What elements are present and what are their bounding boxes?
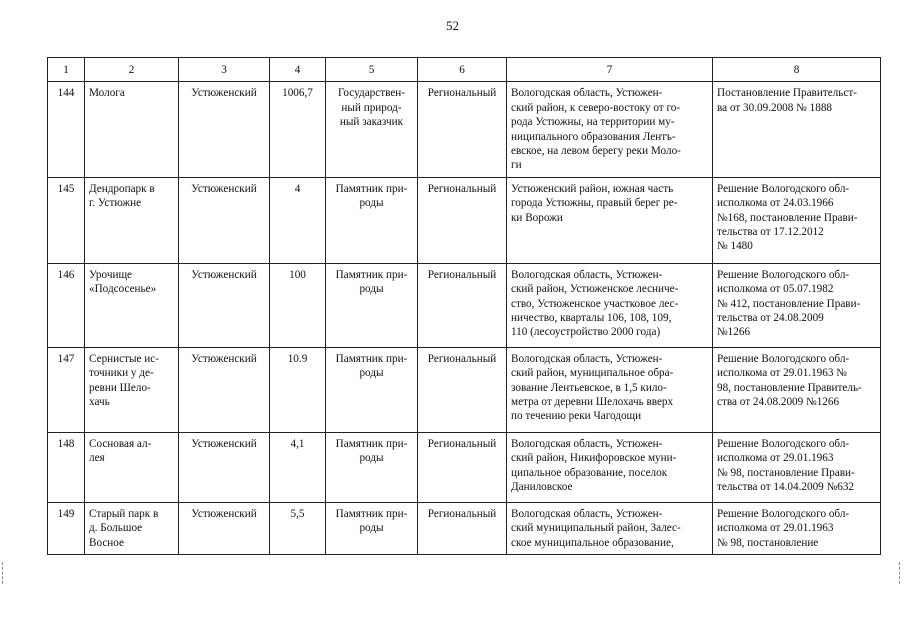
row-number: 144 — [48, 82, 85, 177]
object-name: Сосновая ал- лея — [85, 432, 179, 502]
area: 1006,7 — [270, 82, 326, 177]
table-header-row — [48, 58, 881, 82]
legal-document: Решение Вологодского обл- исполкома от 29.01.1963 № 98, постановление Правитель- ства от 24.08.2009 №1266 — [713, 347, 881, 432]
legal-document: Решение Вологодского обл- исполкома от 29.01.1963 № 98, постановление — [713, 502, 881, 554]
table-row — [48, 263, 881, 347]
table-row — [48, 347, 881, 432]
object-name: Старый парк в д. Большое Восное — [85, 502, 179, 554]
row-number: 147 — [48, 347, 85, 432]
significance: Региональный — [418, 347, 507, 432]
object-name: Сернистые ис- точники у де- ревни Шело- хачь — [85, 347, 179, 432]
category: Памятник при- роды — [326, 177, 418, 263]
significance: Региональный — [418, 177, 507, 263]
row-number: 145 — [48, 177, 85, 263]
object-name: Урочище «Подсосенье» — [85, 263, 179, 347]
column-header: 8 — [713, 58, 881, 82]
column-header: 1 — [48, 58, 85, 82]
column-header: 3 — [179, 58, 270, 82]
category: Памятник при- роды — [326, 432, 418, 502]
area: 5,5 — [270, 502, 326, 554]
district: Устюженский — [179, 347, 270, 432]
area: 100 — [270, 263, 326, 347]
table-row — [48, 177, 881, 263]
column-header: 2 — [85, 58, 179, 82]
location: Вологодская область, Устюжен- ский район, Никифоровское муни- ципальное образование, поселок Даниловское — [507, 432, 713, 502]
protected-areas-table — [47, 57, 881, 555]
object-name: Дендропарк в г. Устюжне — [85, 177, 179, 263]
category: Памятник при- роды — [326, 347, 418, 432]
row-number: 149 — [48, 502, 85, 554]
category: Памятник при- роды — [326, 502, 418, 554]
area: 10.9 — [270, 347, 326, 432]
location: Вологодская область, Устюжен- ский район, муниципальное обра- зование Лентьевское, в 1,5 кило- метра от деревни Шелохачь вверх по течению реки Чагодощи — [507, 347, 713, 432]
scan-edge-mark-left — [2, 562, 5, 584]
district: Устюженский — [179, 432, 270, 502]
district: Устюженский — [179, 82, 270, 177]
scan-edge-mark-right — [899, 562, 902, 584]
page-number: 52 — [446, 18, 459, 33]
location: Вологодская область, Устюжен- ский район, к северо-востоку от го- рода Устюжны, на территории му- ниципального образования Лентъ- евское, на левом берегу реки Моло- ги — [507, 82, 713, 177]
column-header: 7 — [507, 58, 713, 82]
object-name: Молога — [85, 82, 179, 177]
area: 4 — [270, 177, 326, 263]
location: Вологодская область, Устюжен- ский район, Устюженское лесниче- ство, Устюженское участковое лес- ничество, кварталы 106, 108, 109, 110 (лесоустройство 2000 года) — [507, 263, 713, 347]
column-header: 5 — [326, 58, 418, 82]
legal-document: Решение Вологодского обл- исполкома от 24.03.1966 №168, постановление Прави- тельства от 17.12.2012 № 1480 — [713, 177, 881, 263]
significance: Региональный — [418, 432, 507, 502]
legal-document: Постановление Правительст- ва от 30.09.2008 № 1888 — [713, 82, 881, 177]
table-row — [48, 432, 881, 502]
district: Устюженский — [179, 263, 270, 347]
table-row — [48, 502, 881, 554]
district: Устюженский — [179, 502, 270, 554]
category: Памятник при- роды — [326, 263, 418, 347]
row-number: 146 — [48, 263, 85, 347]
district: Устюженский — [179, 177, 270, 263]
table-row — [48, 82, 881, 177]
legal-document: Решение Вологодского обл- исполкома от 05.07.1982 № 412, постановление Прави- тельства от 24.08.2009 №1266 — [713, 263, 881, 347]
row-number: 148 — [48, 432, 85, 502]
area: 4,1 — [270, 432, 326, 502]
significance: Региональный — [418, 263, 507, 347]
location: Вологодская область, Устюжен- ский муниципальный район, Залес- ское муниципальное образование, — [507, 502, 713, 554]
column-header: 6 — [418, 58, 507, 82]
column-header: 4 — [270, 58, 326, 82]
location: Устюженский район, южная часть города Устюжны, правый берег ре- ки Ворожи — [507, 177, 713, 263]
category: Государствен- ный природ- ный заказчик — [326, 82, 418, 177]
significance: Региональный — [418, 82, 507, 177]
legal-document: Решение Вологодского обл- исполкома от 29.01.1963 № 98, постановление Прави- тельства от 14.04.2009 №632 — [713, 432, 881, 502]
significance: Региональный — [418, 502, 507, 554]
